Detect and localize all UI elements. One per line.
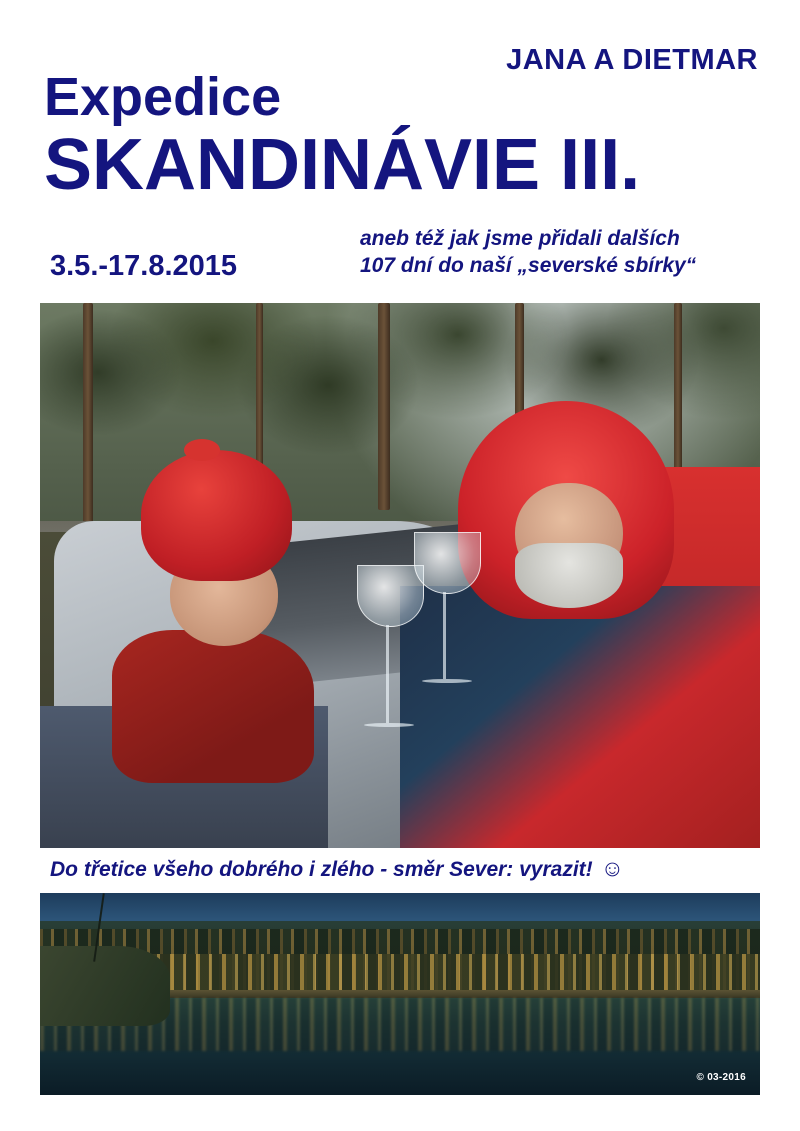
wine-glass-left-stem [386, 625, 389, 723]
hat-pompom [184, 439, 220, 461]
wine-glass-right [414, 532, 481, 594]
smiley-icon: ☺ [600, 855, 625, 881]
man-jacket [400, 586, 760, 848]
page-title-line2: SKANDINÁVIE III. [44, 125, 641, 205]
photo-couple [40, 303, 760, 848]
authors-line: JANA A DIETMAR [506, 44, 758, 76]
wine-glass-right-foot [422, 679, 472, 683]
subtitle-block [360, 226, 696, 279]
photo-caption [50, 855, 624, 882]
tree-trunk [378, 303, 390, 510]
subtitle-line2: 107 dní do naší „severské sbírky“ [360, 253, 697, 277]
woman-knit-hat [141, 450, 292, 581]
tree-trunk [83, 303, 93, 554]
woman-scarf [112, 630, 314, 783]
wine-glass-right-stem [443, 592, 446, 679]
photo-caption-text: Do třetice všeho dobrého i zlého - směr Sever: vyrazit! [50, 858, 593, 881]
copyright-notice: © 03-2016 [696, 1072, 746, 1083]
subtitle-line1: aneb též jak jsme přidali dalších [360, 227, 680, 250]
man-beard [515, 543, 623, 608]
wine-glass-left-foot [364, 723, 414, 727]
page-title-line1: Expedice [44, 67, 282, 127]
photo-lake [40, 893, 760, 1095]
photo-lake-left-bank [40, 946, 170, 1027]
wine-glass-left [357, 565, 424, 627]
date-range: 3.5.-17.8.2015 [50, 250, 238, 282]
